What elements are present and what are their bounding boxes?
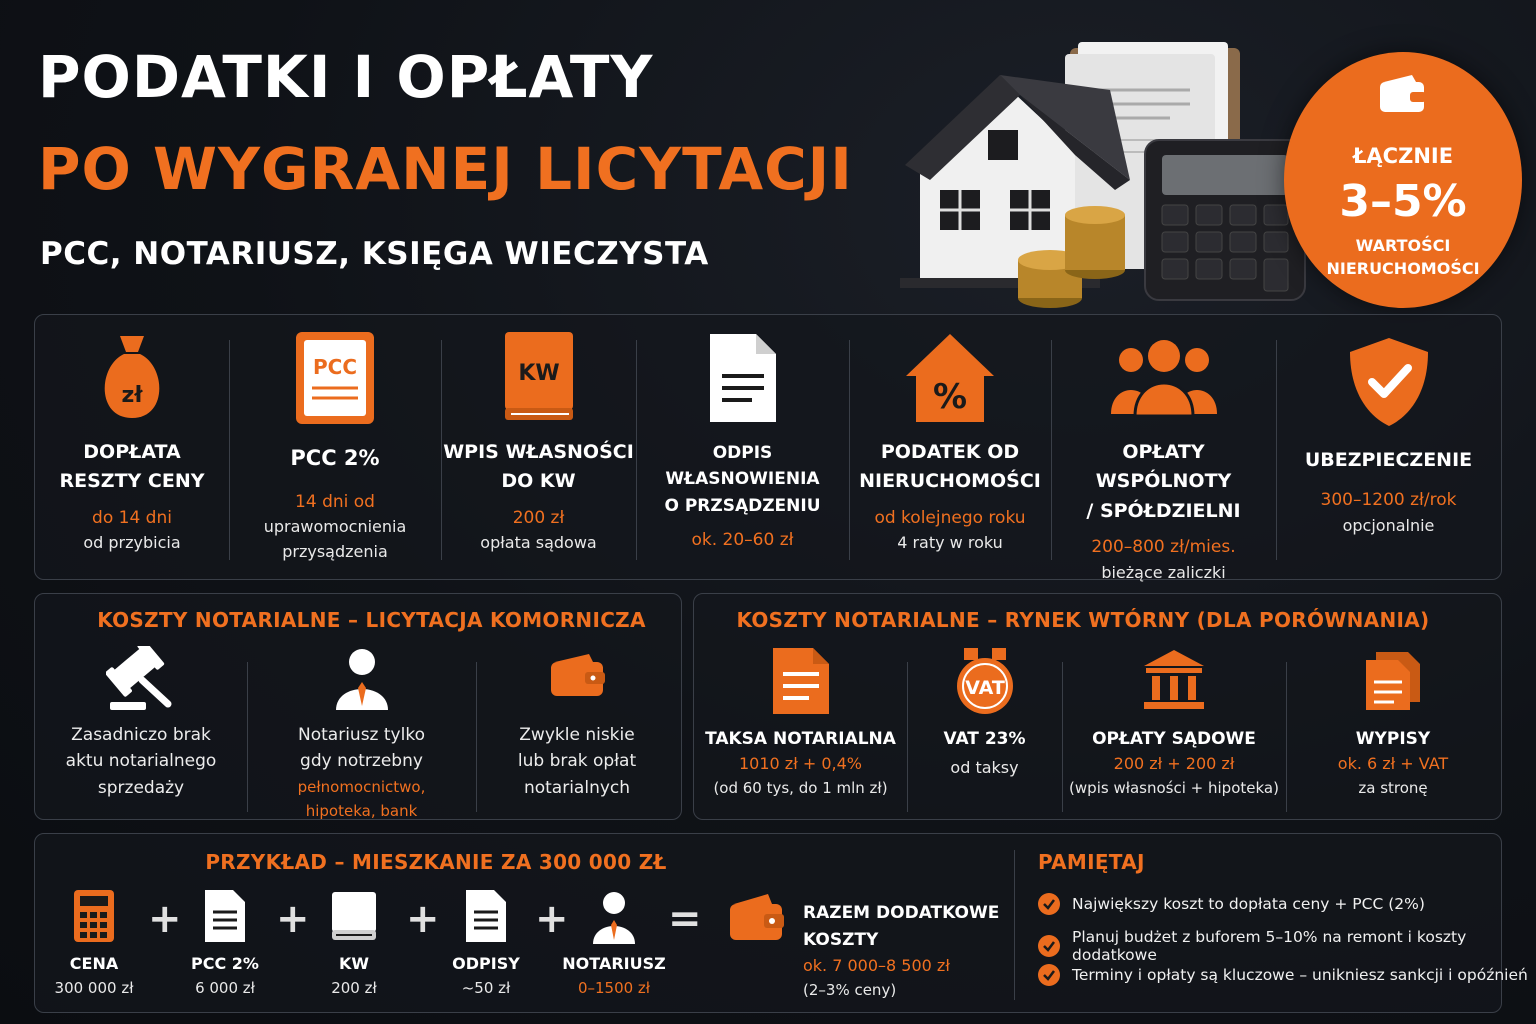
- badge-label: ŁĄCZNIE: [1352, 144, 1454, 168]
- example-item-pcc: [175, 888, 275, 1003]
- house-documents-calculator-illustration: [900, 40, 1320, 310]
- auction-item-text: sprzedaży: [97, 777, 185, 798]
- page-title-line2: PO WYGRANEJ LICYTACJI: [38, 135, 853, 203]
- page-subtitle: PCC, NOTARIUSZ, KSIĘGA WIECZYSTA: [40, 236, 709, 272]
- card-title: PCC 2%: [290, 446, 380, 470]
- secondary-item-title: VAT 23%: [943, 729, 1026, 749]
- example-item-notary: [562, 888, 666, 1003]
- svg-text:PCC: PCC: [312, 355, 358, 379]
- card-value: 14 dni od: [295, 491, 375, 512]
- shield-check-icon: [1348, 336, 1430, 428]
- card-note: opcjonalnie: [1342, 515, 1435, 535]
- book-icon: [330, 890, 378, 942]
- page-title-line1: PODATKI I OPŁATY: [38, 43, 654, 111]
- people-icon: [1109, 338, 1219, 418]
- remember-item: [1038, 928, 1536, 964]
- card-pcc: [230, 330, 440, 575]
- card-value: ok. 20–60 zł: [691, 530, 794, 551]
- plus-sign: +: [535, 896, 569, 942]
- notary-person-icon: [334, 646, 390, 710]
- badge-value: 3–5%: [1339, 176, 1467, 227]
- example-total: [803, 900, 1003, 1002]
- secondary-notary-title: KOSZTY NOTARIALNE – RYNEK WTÓRNY (DLA PORÓWNANIA): [736, 608, 1430, 632]
- card-title: ODPIS WŁASNOWIENIA: [665, 443, 820, 490]
- svg-text:VAT: VAT: [964, 677, 1005, 699]
- card-note: bieżące zaliczki: [1101, 562, 1226, 582]
- card-title: PODATEK OD: [880, 441, 1020, 463]
- secondary-item-taxa: [695, 642, 906, 817]
- card-title: / SPÓŁDZIELNI: [1086, 499, 1241, 522]
- copies-icon: [1362, 650, 1424, 712]
- total-label: KOSZTY: [803, 930, 879, 951]
- example-item-price: [44, 888, 144, 1003]
- secondary-item-note: (wpis własności + hipoteka): [1069, 779, 1279, 798]
- example-item-label: PCC 2%: [191, 954, 259, 973]
- example-item-label: CENA: [69, 954, 119, 973]
- vat-icon: [952, 646, 1018, 716]
- card-title: UBEZPIECZENIE: [1304, 449, 1473, 471]
- total-note: (2–3% ceny): [803, 981, 897, 1000]
- secondary-item-wypisy: [1287, 642, 1499, 817]
- card-title: NIERUCHOMOŚCI: [859, 470, 1041, 493]
- wallet-icon: [1378, 74, 1428, 114]
- secondary-item-value: 1010 zł + 0,4%: [739, 754, 862, 774]
- remember-title: PAMIĘTAJ: [1038, 850, 1145, 874]
- auction-item-text: gdy notrzebny: [300, 751, 423, 772]
- badge-sub: WARTOŚCI NIERUCHOMOŚCI: [1326, 236, 1480, 279]
- card-title: O PRZSĄDZENIU: [664, 495, 821, 516]
- card-title: OPŁATY WSPÓLNOTY: [1095, 441, 1232, 493]
- remember-item-text: Największy koszt to dopłata ceny + PCC (2%): [1072, 895, 1425, 913]
- auction-item-text: notarialnych: [523, 777, 631, 798]
- equals-sign: =: [668, 896, 702, 942]
- secondary-item-vat: [908, 642, 1061, 817]
- auction-item-low-fees: [477, 640, 677, 815]
- money-bag-icon: [92, 332, 172, 422]
- auction-item-note: hipoteka, bank: [305, 801, 418, 820]
- gavel-icon: [106, 646, 176, 712]
- auction-item-text: Zasadniczo brak: [71, 725, 211, 745]
- wallet-icon: [549, 652, 605, 698]
- court-building-icon: [1142, 648, 1206, 710]
- secondary-item-value: 200 zł + 200 zł: [1113, 754, 1235, 774]
- plus-sign: +: [276, 896, 310, 942]
- document-icon: [203, 888, 247, 944]
- document-icon: [464, 888, 508, 944]
- card-title: DOPŁATA: [83, 441, 181, 463]
- notary-person-icon: [591, 890, 637, 944]
- example-item-value: ~50 zł: [461, 978, 511, 997]
- example-item-label: KW: [338, 954, 370, 973]
- auction-item-text: aktu notarialnego: [65, 751, 217, 772]
- card-ubezpieczenie: [1277, 330, 1500, 575]
- svg-text:%: %: [932, 377, 968, 417]
- secondary-item-note: za stronę: [1358, 779, 1428, 798]
- card-odpis: [637, 330, 848, 575]
- checkmark-icon: [1038, 935, 1060, 957]
- remember-item: [1038, 964, 1528, 986]
- auction-item-text: Notariusz tylko: [298, 725, 425, 745]
- auction-notary-title: KOSZTY NOTARIALNE – LICYTACJA KOMORNICZA: [97, 608, 646, 632]
- remember-item-text: Terminy i opłaty są kluczowe – unikniesz sankcji i opóźnień: [1072, 966, 1528, 984]
- card-note: opłata sądowa: [480, 533, 597, 553]
- example-item-label: NOTARIUSZ: [562, 954, 666, 973]
- plus-sign: +: [406, 896, 440, 942]
- card-wspolnota: [1052, 330, 1275, 582]
- example-item-value: 200 zł: [331, 978, 377, 997]
- card-value: do 14 dni: [92, 507, 172, 528]
- card-title: RESZTY CENY: [59, 470, 205, 493]
- book-icon: [501, 330, 577, 424]
- secondary-item-note: od taksy: [950, 758, 1019, 778]
- plus-sign: +: [148, 896, 182, 942]
- card-podatek: [850, 330, 1050, 575]
- auction-item-note: pełnomocnictwo,: [297, 777, 426, 796]
- remember-item: [1038, 893, 1425, 915]
- secondary-item-note: (od 60 tys, do 1 mln zł): [713, 779, 888, 798]
- secondary-item-value: ok. 6 zł + VAT: [1337, 754, 1449, 774]
- card-value: 300–1200 zł/rok: [1320, 490, 1457, 511]
- example-item-label: ODPISY: [452, 954, 520, 973]
- card-title: WPIS WŁASNOŚCI: [443, 441, 634, 463]
- card-value: od kolejnego roku: [874, 507, 1026, 528]
- auction-item-text: Zwykle niskie: [519, 725, 635, 745]
- svg-text:zł: zł: [121, 383, 143, 408]
- total-value: ok. 7 000–8 500 zł: [803, 956, 950, 976]
- example-item-kw: [304, 888, 404, 1003]
- auction-item-no-act: [36, 640, 246, 815]
- card-value: 200–800 zł/mies.: [1091, 537, 1236, 558]
- document-list-icon: [771, 646, 831, 716]
- auction-item-text: lub brak opłat: [517, 751, 637, 772]
- card-note: 4 raty w roku: [897, 533, 1003, 553]
- total-cost-badge: [1284, 52, 1522, 308]
- example-title: PRZYKŁAD – MIESZKANIE ZA 300 000 ZŁ: [205, 850, 667, 874]
- card-note: przysądzenia: [282, 541, 388, 561]
- card-kw: [442, 330, 635, 575]
- house-percent-icon: [904, 332, 996, 424]
- secondary-item-title: OPŁATY SĄDOWE: [1092, 729, 1256, 749]
- checkmark-icon: [1038, 964, 1060, 986]
- remember-item-text: Planuj budżet z buforem 5–10% na remont i koszty dodatkowe: [1072, 928, 1467, 964]
- card-note: uprawomocnienia: [263, 516, 407, 536]
- checkmark-icon: [1038, 893, 1060, 915]
- card-title: DO KW: [501, 470, 576, 493]
- document-icon: [708, 332, 778, 424]
- card-value: 200 zł: [512, 507, 565, 528]
- example-item-value: 0–1500 zł: [577, 978, 651, 997]
- svg-text:KW: KW: [517, 361, 560, 386]
- secondary-item-title: WYPISY: [1355, 729, 1431, 749]
- example-item-value: 6 000 zł: [195, 978, 255, 997]
- calculator-icon: [72, 888, 116, 944]
- example-item-odpisy: [436, 888, 536, 1003]
- auction-item-notary: [248, 640, 475, 818]
- card-doplata: [36, 330, 228, 575]
- total-label: RAZEM DODATKOWE: [803, 903, 1000, 923]
- secondary-item-title: TAKSA NOTARIALNA: [705, 729, 896, 749]
- example-item-value: 300 000 zł: [54, 978, 134, 997]
- card-note: od przybicia: [83, 533, 181, 553]
- wallet-icon: [728, 892, 784, 942]
- pcc-document-icon: [294, 330, 376, 426]
- secondary-item-court: [1063, 642, 1285, 817]
